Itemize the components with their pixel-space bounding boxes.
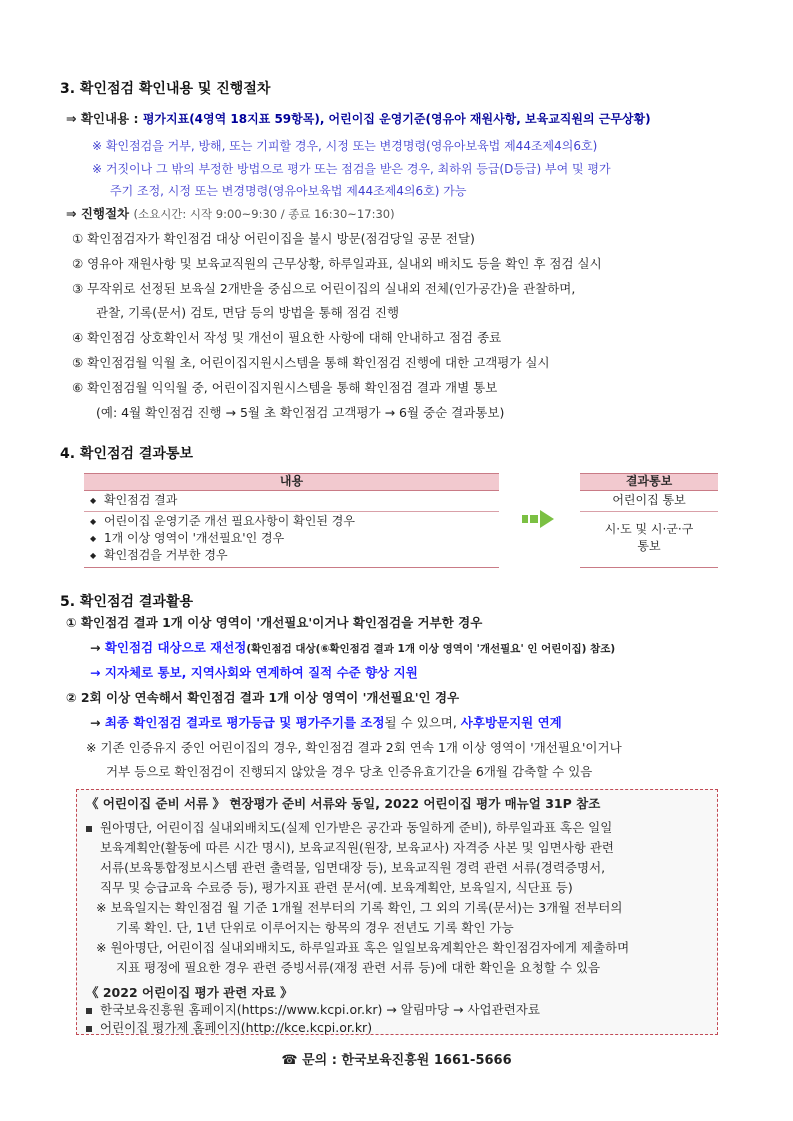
usage-note-1: ※ 기존 인증유지 중인 어린이집의 경우, 확인점검 결과 2회 연속 1개 이상 영역이 '개선필요'이거나 xyxy=(86,740,622,755)
note-fraud-1: ※ 거짓이나 그 밖의 부정한 방법으로 평가 또는 점검을 받은 경우, 최하위 등급(D등급) 부여 및 평가 xyxy=(92,162,611,176)
link-kcpi[interactable] xyxy=(86,1002,540,1018)
note-fraud-2: 주기 조정, 시정 또는 변경명령(영유아보육법 제44조제4의6호) 가능 xyxy=(110,184,467,198)
doc-line xyxy=(86,820,612,836)
notice-city-2: 통보 xyxy=(637,539,661,553)
step-1: ① 확인점검자가 확인점검 대상 어린이집을 불시 방문(점검당일 공문 전달) xyxy=(72,231,475,246)
row-text: 어린이집 운영기준 개선 필요사항이 확인된 경우 xyxy=(104,514,355,528)
diamond-bullet-icon: ◆ xyxy=(90,534,97,543)
table-header-content: 내용 xyxy=(84,473,499,491)
step-3: ③ 무작위로 선정된 보육실 2개반을 중심으로 어린이집의 실내외 전체(인가공간)을 관찰하며, xyxy=(72,281,576,296)
section-5-title: 5. 확인점검 결과활용 xyxy=(60,594,193,610)
note-refusal: ※ 확인점검을 거부, 방해, 또는 기피할 경우, 시정 또는 변경명령(영유아보육법 제44조제4의6호) xyxy=(92,139,598,153)
notice-city: 시·도 및 시·군·구 xyxy=(604,522,694,536)
table-row xyxy=(90,548,228,563)
row-text: 확인점검 결과 xyxy=(104,493,178,507)
table-row xyxy=(90,514,355,529)
section-4-title: 4. 확인점검 결과통보 xyxy=(60,446,193,462)
link-text[interactable]: 어린이집 평가제 홈페이지(http://kce.kcpi.or.kr) xyxy=(100,1020,373,1035)
procedure-time: (소요시간: 시작 9:00~9:30 / 종료 16:30~17:30) xyxy=(133,207,395,221)
usage-item-2a xyxy=(90,715,562,731)
diamond-bullet-icon: ◆ xyxy=(90,496,97,505)
procedure-label: ⇒ 진행절차 xyxy=(66,206,134,221)
link-kce[interactable] xyxy=(86,1020,372,1036)
usage-item-2: ② 2회 이상 연속해서 확인점검 결과 1개 이상 영역이 '개선필요'인 경우 xyxy=(66,690,460,705)
diamond-bullet-icon: ◆ xyxy=(90,517,97,526)
square-bullet-icon xyxy=(86,1026,92,1032)
support-text: 사후방문지원 연계 xyxy=(460,715,562,730)
doc-note-1: ※ 보육일지는 확인점검 월 기준 1개월 전부터의 기록 확인, 그 외의 기록(문서)는 3개월 전부터의 xyxy=(96,900,623,915)
documents-title: 《 어린이집 준비 서류 》 현장평가 준비 서류와 동일, 2022 어린이집 평가 매뉴얼 31P 참조 xyxy=(86,796,601,811)
usage-item-1a xyxy=(90,640,615,657)
row-text: 1개 이상 영역이 '개선필요'인 경우 xyxy=(104,531,285,545)
table-bottom-rule xyxy=(84,567,499,568)
step-2: ② 영유아 재원사항 및 보육교직원의 근무상황, 하루일과표, 실내외 배치도 등을 확인 후 점검 실시 xyxy=(72,256,602,271)
table-row xyxy=(90,531,284,546)
table-row xyxy=(90,493,177,508)
mid-text: 될 수 있으며, xyxy=(384,715,461,730)
row-text: 확인점검을 거부한 경우 xyxy=(104,548,228,562)
arrow-text: → xyxy=(90,715,105,730)
diamond-bullet-icon: ◆ xyxy=(90,551,97,560)
table-header-notice: 결과통보 xyxy=(580,473,718,491)
doc-text: 원아명단, 어린이집 실내외배치도(실제 인가받은 공간과 동일하게 준비), 하루일과표 혹은 일일 xyxy=(100,820,613,835)
notice-divider xyxy=(580,511,718,512)
contact-line: ☎ 문의 : 한국보육진흥원 1661-5666 xyxy=(281,1053,512,1068)
doc-note-1b: 기록 확인. 단, 1년 단위로 이루어지는 항목의 경우 전년도 기록 확인 가능 xyxy=(116,920,514,935)
content-body: 평가지표(4영역 18지표 59항목), 어린이집 운영기준(영유아 재원사항, 보육교직원의 근무상황) xyxy=(142,112,651,126)
step-5: ⑤ 확인점검월 익월 초, 어린이집지원시스템을 통해 확인점검 진행에 대한 고객평가 실시 xyxy=(72,355,550,370)
usage-note-2: 거부 등으로 확인점검이 진행되지 않았을 경우 당초 인증유효기간을 6개월 감축할 수 있음 xyxy=(106,764,593,779)
link-text[interactable]: 한국보육진흥원 홈페이지(https://www.kcpi.or.kr) → 알림마당 → 사업관련자료 xyxy=(100,1002,540,1017)
reselect-text: 확인점검 대상으로 재선정 xyxy=(104,640,247,655)
arrow-text: → xyxy=(90,640,105,655)
step-3-cont: 관찰, 기록(문서) 검토, 면담 등의 방법을 통해 점검 진행 xyxy=(96,305,400,320)
procedure-line xyxy=(66,206,395,222)
usage-item-1b: → 지자체로 통보, 지역사회와 연계하여 질적 수준 향상 지원 xyxy=(90,665,418,680)
row-divider xyxy=(84,511,499,512)
square-bullet-icon xyxy=(86,1008,92,1014)
doc-line: 서류(보육통합정보시스템 관련 출력물, 임면대장 등), 보육교직원 경력 관련 서류(경력증명서, xyxy=(100,860,606,875)
doc-note-2: ※ 원아명단, 어린이집 실내외배치도, 하루일과표 혹은 일일보육계획안은 확인점검자에게 제출하며 xyxy=(96,940,630,955)
adjust-text: 최종 확인점검 결과로 평가등급 및 평가주기를 조정 xyxy=(104,715,385,730)
reselect-note: (확인점검 대상(⑥확인점검 결과 1개 이상 영역이 '개선필요' 인 어린이집) 참조) xyxy=(246,643,616,655)
content-label: ⇒ 확인내용 : xyxy=(66,111,143,126)
doc-line: 보육계획안(활동에 따른 시간 명시), 보육교직원(원장, 보육교사) 자격증 사본 및 임면사항 관련 xyxy=(100,840,614,855)
notice-bottom-rule xyxy=(580,567,718,568)
step-6: ⑥ 확인점검월 익익월 중, 어린이집지원시스템을 통해 확인점검 결과 개별 통보 xyxy=(72,380,498,395)
step-4: ④ 확인점검 상호확인서 작성 및 개선이 필요한 사항에 대해 안내하고 점검 종료 xyxy=(72,330,502,345)
resources-title: 《 2022 어린이집 평가 관련 자료 》 xyxy=(86,985,293,1000)
notice-daycare: 어린이집 통보 xyxy=(612,493,686,507)
usage-item-1: ① 확인점검 결과 1개 이상 영역이 '개선필요'이거나 확인점검을 거부한 경우 xyxy=(66,615,483,630)
arrow-right-icon xyxy=(522,510,554,528)
doc-line: 직무 및 승급교육 수료증 등), 평가지표 관련 문서(예. 보육계획안, 보육일지, 식단표 등) xyxy=(100,880,573,895)
doc-note-2b: 지표 평정에 필요한 경우 관련 증빙서류(재정 관련 서류 등)에 대한 확인을 요청할 수 있음 xyxy=(116,960,601,975)
step-6-example: (예: 4월 확인점검 진행 → 5월 초 확인점검 고객평가 → 6월 중순 결과통보) xyxy=(96,405,505,420)
content-line xyxy=(66,111,651,127)
section-3-title: 3. 확인점검 확인내용 및 진행절차 xyxy=(60,81,271,97)
square-bullet-icon xyxy=(86,826,92,832)
